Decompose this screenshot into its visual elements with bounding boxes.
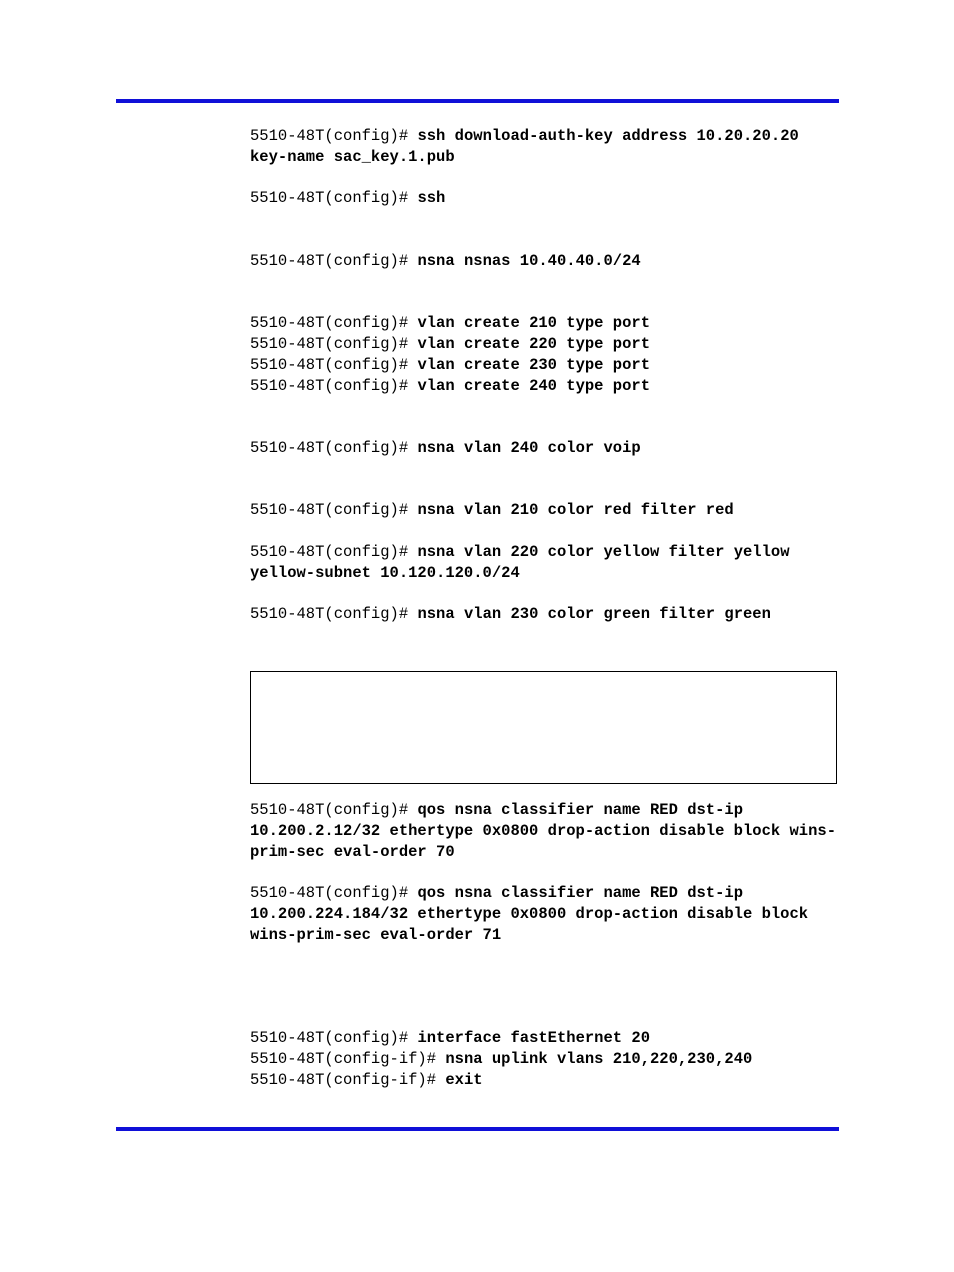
command-line	[250, 800, 840, 863]
command-text: exit	[445, 1071, 483, 1089]
cli-prompt: 5510-48T(config)#	[250, 543, 409, 561]
cli-prompt: 5510-48T(config)#	[250, 605, 409, 623]
command-line	[250, 355, 840, 376]
cli-prompt: 5510-48T(config)#	[250, 439, 409, 457]
command-line	[250, 1049, 840, 1070]
command-text: vlan create 220 type port	[417, 335, 650, 353]
command-text: nsna vlan 230 color green filter green	[417, 605, 771, 623]
command-line	[250, 500, 840, 521]
command-line	[250, 251, 840, 272]
command-text: nsna uplink vlans 210,220,230,240	[445, 1050, 753, 1068]
command-text: qos nsna classifier name RED dst-ip 10.200.224.184/32 ethertype 0x0800 drop-action disable block wins-prim-sec eval-order 71	[250, 884, 818, 944]
command-line	[250, 313, 840, 334]
command-line	[250, 542, 840, 584]
command-text: vlan create 240 type port	[417, 377, 650, 395]
cli-prompt: 5510-48T(config-if)#	[250, 1071, 437, 1089]
cli-prompt: 5510-48T(config)#	[250, 356, 409, 374]
cli-prompt: 5510-48T(config)#	[250, 501, 409, 519]
command-text: nsna vlan 240 color voip	[417, 439, 641, 457]
command-line	[250, 334, 840, 355]
cli-prompt: 5510-48T(config)#	[250, 252, 409, 270]
command-text: nsna nsnas 10.40.40.0/24	[417, 252, 641, 270]
cli-prompt: 5510-48T(config)#	[250, 314, 409, 332]
command-text: ssh	[417, 189, 446, 207]
command-text: vlan create 230 type port	[417, 356, 650, 374]
command-line	[250, 1028, 840, 1049]
command-line	[250, 126, 840, 168]
cli-prompt: 5510-48T(config)#	[250, 127, 409, 145]
command-text: ssh download-auth-key address 10.20.20.20 key-name sac_key.1.pub	[250, 127, 809, 166]
cli-prompt: 5510-48T(config)#	[250, 1029, 409, 1047]
header-rule	[116, 99, 839, 103]
command-line	[250, 883, 840, 946]
command-line	[250, 604, 840, 625]
cli-prompt: 5510-48T(config)#	[250, 189, 409, 207]
cli-prompt: 5510-48T(config)#	[250, 884, 409, 902]
cli-prompt: 5510-48T(config-if)#	[250, 1050, 437, 1068]
command-text: qos nsna classifier name RED dst-ip 10.200.2.12/32 ethertype 0x0800 drop-action disable block wins-prim-sec eval-order 70	[250, 801, 836, 861]
cli-prompt: 5510-48T(config)#	[250, 335, 409, 353]
command-line	[250, 188, 840, 209]
command-text: nsna vlan 220 color yellow filter yellow yellow-subnet 10.120.120.0/24	[250, 543, 799, 582]
cli-prompt: 5510-48T(config)#	[250, 377, 409, 395]
command-line	[250, 438, 840, 459]
note-box	[250, 671, 837, 784]
command-line	[250, 376, 840, 397]
command-text: nsna vlan 210 color red filter red	[417, 501, 734, 519]
cli-prompt: 5510-48T(config)#	[250, 801, 409, 819]
command-text: vlan create 210 type port	[417, 314, 650, 332]
footer-rule	[116, 1127, 839, 1131]
command-text: interface fastEthernet 20	[417, 1029, 650, 1047]
command-line	[250, 1070, 840, 1091]
